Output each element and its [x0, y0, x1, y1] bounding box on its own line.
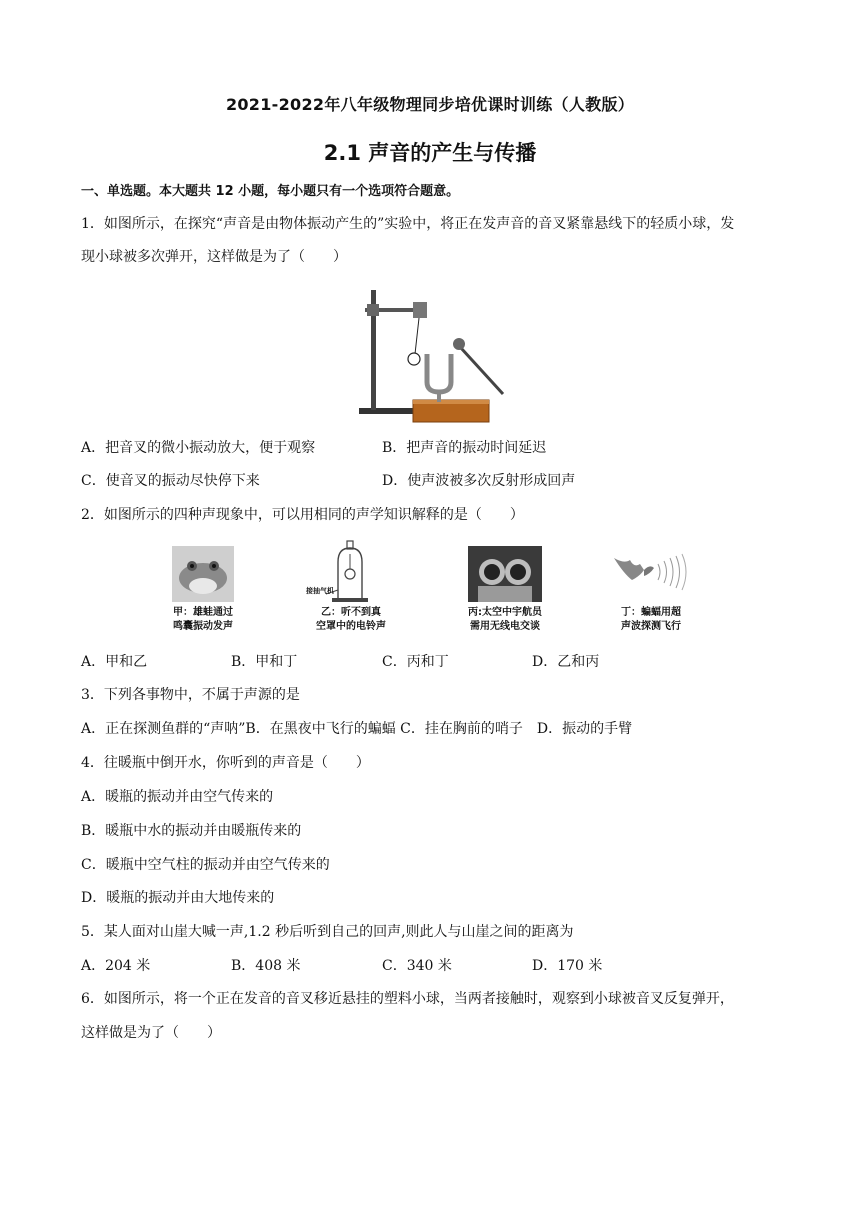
caption-line: 空罩中的电铃声: [316, 621, 386, 632]
q1-option-c: C．使音叉的振动尽快停下来: [81, 473, 260, 489]
caption-line: 丁：蝙蝠用超: [621, 607, 681, 618]
q5-stem: 5．某人面对山崖大喊一声,1.2 秒后听到自己的回声,则此人与山崖之间的距离为: [81, 924, 574, 940]
q1-stem-line2: 现小球被多次弹开，这样做是为了（ ）: [81, 249, 347, 265]
q4-option-c: C．暖瓶中空气柱的振动并由空气传来的: [81, 857, 330, 873]
pump-label: 接抽气机: [306, 587, 334, 595]
q2-option-b: B．甲和丁: [231, 654, 298, 670]
q4-option-d: D．暖瓶的振动并由大地传来的: [81, 890, 275, 906]
figure-caption-yi: [296, 606, 406, 634]
figure-caption-jia: [148, 606, 258, 634]
q5-option-b: B．408 米: [231, 958, 301, 974]
q6-stem-line1: 6．如图所示，将一个正在发音的音叉移近悬挂的塑料小球，当两者接触时，观察到小球被音叉反复弹开，: [81, 991, 734, 1007]
q4-option-b: B．暖瓶中水的振动并由暖瓶传来的: [81, 823, 302, 839]
q1-stem-line1: 1．如图所示，在探究“声音是由物体振动产生的”实验中，将正在发声音的音叉紧靠悬线下的轻质小球，发: [81, 216, 735, 232]
q3-stem: 3．下列各事物中，不属于声源的是: [81, 687, 300, 703]
q5-option-d: D．170 米: [532, 958, 603, 974]
q1-option-b: B．把声音的振动时间延迟: [382, 440, 547, 456]
figure-caption-ding: [596, 606, 706, 634]
series-title: 2021-2022年八年级物理同步培优课时训练（人教版）: [225, 95, 635, 114]
astronauts-photo-icon: [468, 546, 542, 602]
section-heading: 一、单选题。本大题共 12 小题，每小题只有一个选项符合题意。: [81, 184, 460, 199]
q1-option-d: D．使声波被多次反射形成回声: [382, 473, 576, 489]
q2-option-c: C．丙和丁: [382, 654, 449, 670]
q4-stem: 4．往暖瓶中倒开水，你听到的声音是（ ）: [81, 755, 370, 771]
caption-line: 声波探测飞行: [621, 621, 681, 632]
caption-line: 甲：雄蛙通过: [173, 607, 233, 618]
q2-option-a: A．甲和乙: [81, 654, 148, 670]
q5-option-c: C．340 米: [382, 958, 452, 974]
frog-photo-icon: [172, 546, 234, 602]
q2-stem: 2．如图所示的四种声现象中，可以用相同的声学知识解释的是（ ）: [81, 507, 524, 523]
q3-options: A．正在探测鱼群的“声呐”B．在黑夜中飞行的蝙蝠 C．挂在胸前的哨子 D．振动的手臂: [81, 721, 633, 737]
caption-line: 需用无线电交谈: [470, 621, 540, 632]
lesson-title: 2.1 声音的产生与传播: [323, 141, 537, 165]
q2-option-d: D．乙和丙: [532, 654, 600, 670]
q6-stem-line2: 这样做是为了（ ）: [81, 1025, 221, 1041]
q5-option-a: A．204 米: [81, 958, 151, 974]
caption-line: 丙:太空中宇航员: [468, 607, 542, 618]
caption-line: 乙：听不到真: [321, 607, 381, 618]
q1-option-a: A．把音叉的微小振动放大，便于观察: [81, 440, 316, 456]
caption-line: 鸣囊振动发声: [173, 621, 233, 632]
q4-option-a: A．暖瓶的振动并由空气传来的: [81, 789, 274, 805]
figure-caption-bing: [450, 606, 560, 634]
tuning-fork-apparatus-figure: [355, 282, 515, 424]
bat-icon: [610, 550, 700, 596]
